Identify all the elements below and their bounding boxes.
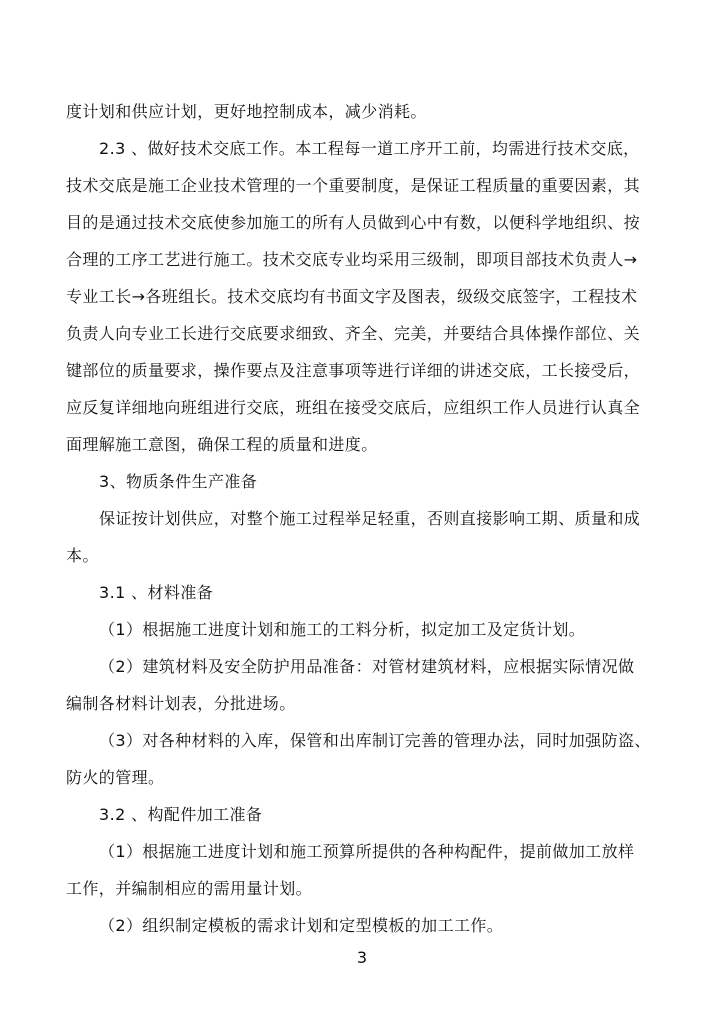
text-line: 技术交底是施工企业技术管理的一个重要制度，是保证工程质量的重要因素，其 <box>66 176 641 195</box>
section-heading-2-3: 2.3 、做好技术交底工作。本工程每一道工序开工前，均需进行技术交底， <box>99 139 640 158</box>
list-item: （2）建筑材料及安全防护用品准备：对管材建筑材料，应根据实际情况做 <box>99 657 635 676</box>
section-heading-3: 3、物质条件生产准备 <box>99 472 258 491</box>
page-number: 3 <box>356 948 368 967</box>
text-line: 面理解施工意图，确保工程的质量和进度。 <box>66 435 378 454</box>
section-heading-3-2: 3.2 、构配件加工准备 <box>99 805 263 824</box>
text-line: 度计划和供应计划，更好地控制成本，减少消耗。 <box>66 102 427 121</box>
list-item: （1）根据施工进度计划和施工预算所提供的各种构配件，提前做加工放样 <box>99 842 635 861</box>
text-line: 保证按计划供应，对整个施工过程举足轻重，否则直接影响工期、质量和成 <box>99 509 641 528</box>
section-heading-3-1: 3.1 、材料准备 <box>99 583 214 602</box>
list-item: （1）根据施工进度计划和施工的工料分析，拟定加工及定货计划。 <box>99 620 586 639</box>
text-line: 防火的管理。 <box>66 768 165 787</box>
text-line: 键部位的质量要求，操作要点及注意事项等进行详细的讲述交底，工长接受后， <box>66 361 641 380</box>
text-line: 工作，并编制相应的需用量计划。 <box>66 879 313 898</box>
text-line: 专业工长→各班组长。技术交底均有书面文字及图表，级级交底签字，工程技术 <box>66 287 638 306</box>
text-line: 负责人向专业工长进行交底要求细致、齐全、完美，并要结合具体操作部位、关 <box>66 324 641 343</box>
list-item: （2）组织制定模板的需求计划和定型模板的加工工作。 <box>99 916 504 935</box>
text-line: 合理的工序工艺进行施工。技术交底专业均采用三级制，即项目部技术负责人→ <box>66 250 638 269</box>
text-line: 编制各材料计划表，分批进场。 <box>66 694 296 713</box>
text-line: 应反复详细地向班组进行交底，班组在接受交底后，应组织工作人员进行认真全 <box>66 398 641 417</box>
text-line: 目的是通过技术交底使参加施工的所有人员做到心中有数，以便科学地组织、按 <box>66 213 641 232</box>
text-line: 本。 <box>66 546 99 565</box>
list-item: （3）对各种材料的入库，保管和出库制订完善的管理办法，同时加强防盗、 <box>99 731 651 750</box>
